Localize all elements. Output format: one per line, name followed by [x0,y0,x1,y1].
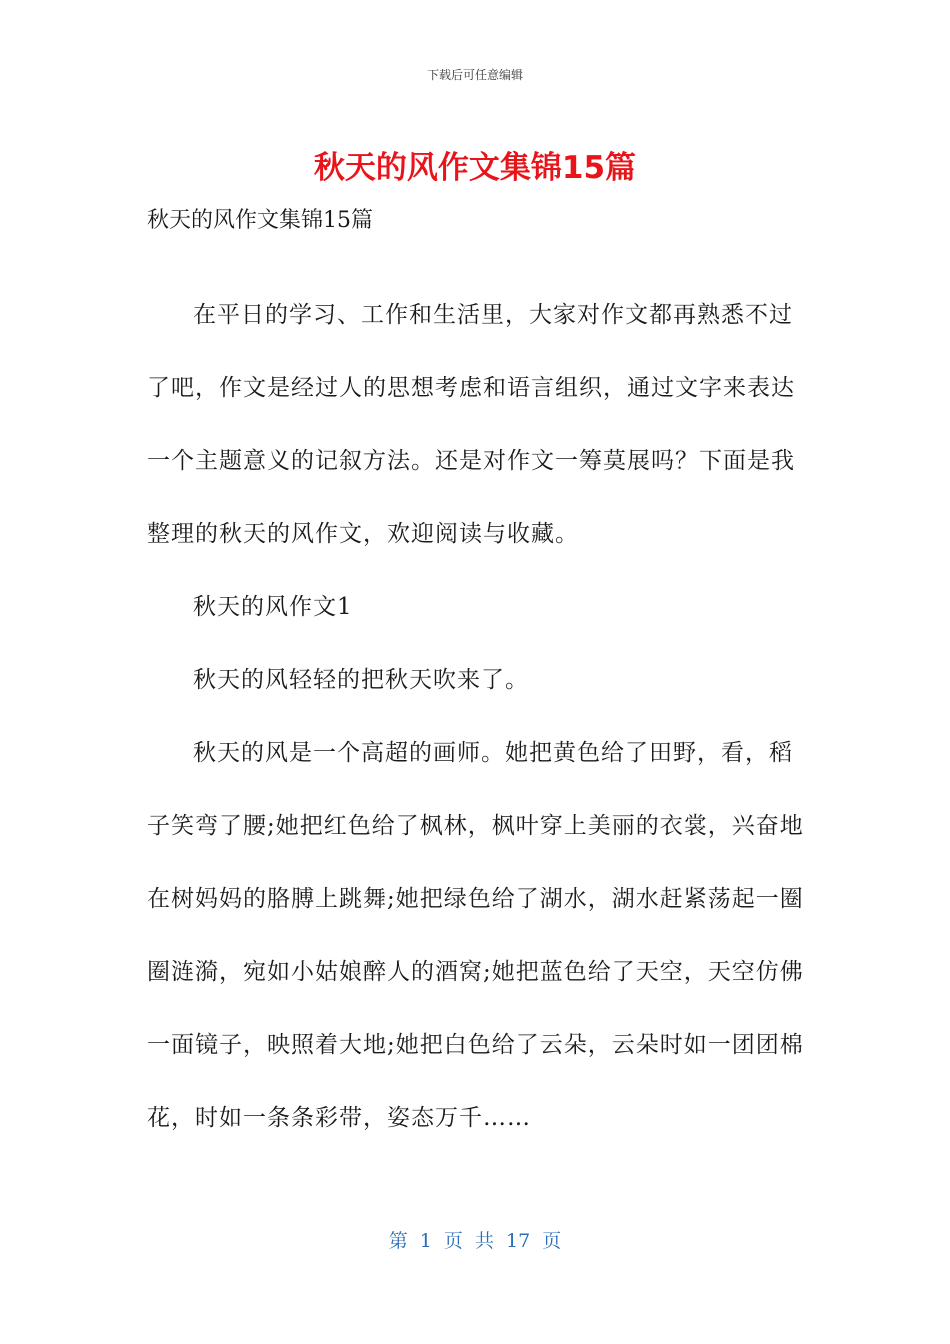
page-number: 第 1 页 共 17 页 [388,1230,562,1252]
document-title: 秋天的风作文集锦15篇 [313,150,637,186]
document-body [147,279,807,1155]
body-paragraph: 秋天的风是一个高超的画师。她把黄色给了田野，看，稻子笑弯了腰;她把红色给了枫林，枫叶穿上美丽的衣裳，兴奋地在树妈妈的胳膊上跳舞;她把绿色给了湖水，湖水赶紧荡起一圈圈涟漪，宛如小姑娘醉人的酒窝;她把蓝色给了天空，天空仿佛一面镜子，映照着大地;她把白色给了云朵，云朵时如一团团棉花，时如一条条彩带，姿态万千…… [147,740,804,1131]
intro-paragraph: 在平日的学习、工作和生活里，大家对作文都再熟悉不过了吧，作文是经过人的思想考虑和语言组织，通过文字来表达一个主题意义的记叙方法。还是对作文一筹莫展吗？下面是我整理的秋天的风作文，欢迎阅读与收藏。 [147,302,795,547]
document-subtitle: 秋天的风作文集锦15篇 [147,208,373,233]
header-note: 下载后可任意编辑 [426,68,523,82]
body-paragraph: 秋天的风轻轻的把秋天吹来了。 [193,667,529,693]
section-heading: 秋天的风作文1 [193,594,353,620]
